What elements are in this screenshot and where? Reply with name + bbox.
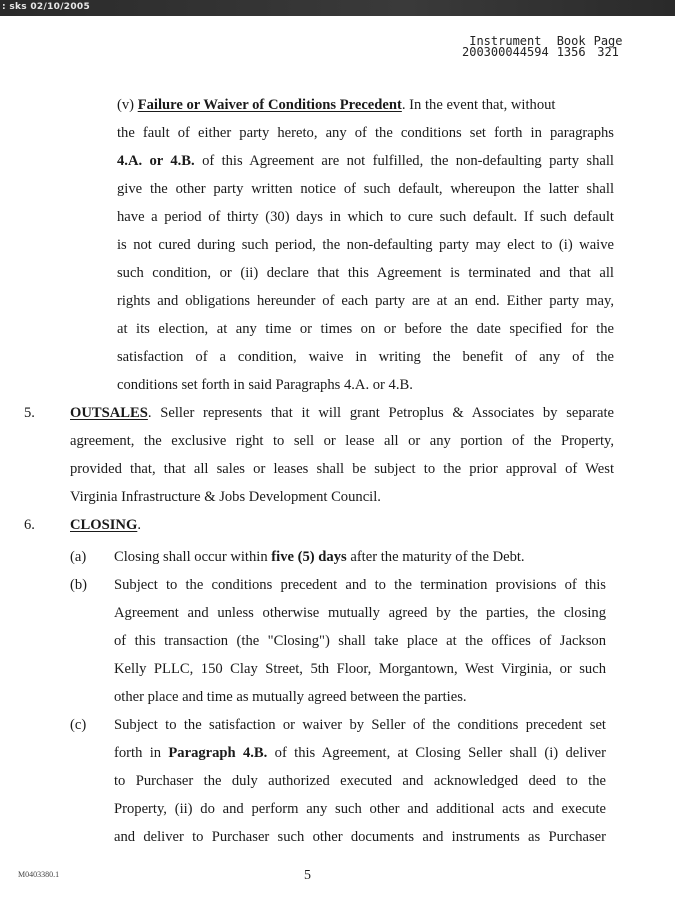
section-5-heading: OUTSALES — [70, 405, 148, 421]
stamp-instrument — [462, 36, 549, 58]
bold-ref: 4.A. or 4.B. — [117, 153, 195, 169]
text-run: . Seller represents that it will grant Petroplus & Associates by separate — [147, 405, 614, 421]
text-run: . — [137, 517, 141, 533]
stamp-value: 1356 — [556, 45, 586, 59]
clause-c-marker: (c) — [70, 717, 87, 733]
text-run: of this Agreement, at Closing Seller shall (i) deliver — [267, 745, 607, 761]
clause-b-marker: (b) — [70, 577, 88, 593]
text-run: of this Agreement are not fulfilled, the non-defaulting party shall — [202, 153, 614, 169]
bold-ref: Paragraph 4.B. — [168, 745, 268, 761]
text-run: forth in — [114, 745, 169, 761]
section-5-line-3: provided that, that all sales or leases shall be subject to the prior approval of West — [70, 461, 614, 477]
document-id: M0403380.1 — [18, 870, 60, 879]
section-v-line-8: rights and obligations hereunder of each party are at an end. Either party may, — [117, 293, 614, 309]
clause-c-line-2 — [114, 745, 606, 762]
section-v-line-10: satisfaction of a condition, waive in writing the benefit of any of the — [117, 349, 614, 365]
recording-stamp — [462, 36, 623, 58]
section-6-number: 6. — [24, 517, 35, 533]
stamp-label: Book — [556, 34, 586, 48]
section-v-line-3 — [117, 153, 614, 170]
clause-b-line-4: Kelly PLLC, 150 Clay Street, 5th Floor, Morgantown, West Virginia, or such — [114, 661, 606, 677]
section-v-marker: (v) — [117, 97, 135, 113]
fax-header-text: : sks 02/10/2005 — [2, 2, 91, 12]
section-v-line-7: such condition, or (ii) declare that this Agreement is terminated and that all — [117, 265, 614, 281]
section-5-line-4: Virginia Infrastructure & Jobs Development Council. — [70, 489, 381, 505]
text-run: after the maturity of the Debt. — [346, 549, 525, 565]
section-v-heading: Failure or Waiver of Conditions Precedent — [137, 97, 402, 113]
clause-b-line-5: other place and time as mutually agreed between the parties. — [114, 689, 467, 705]
stamp-book — [557, 36, 586, 58]
clause-c-line-4: Property, (ii) do and perform any such other and additional acts and execute — [114, 801, 606, 817]
page-number: 5 — [304, 868, 311, 883]
section-5-number: 5. — [24, 405, 35, 421]
clause-c-line-5: and deliver to Purchaser such other documents and instruments as Purchaser — [114, 829, 606, 845]
clause-c-line-3: to Purchaser the duly authorized executed and acknowledged deed to the — [114, 773, 606, 789]
section-v-line-5: have a period of thirty (30) days in which to cure such default. If such default — [117, 209, 614, 225]
section-v-line-9: at its election, at any time or times on or before the date specified for the — [117, 321, 614, 337]
stamp-label: Instrument — [469, 34, 542, 48]
stamp-value: 200300044594 — [462, 45, 549, 59]
section-v-line-4: give the other party written notice of such default, whereupon the latter shall — [117, 181, 614, 197]
section-v-line-11: conditions set forth in said Paragraphs 4.A. or 4.B. — [117, 377, 413, 393]
section-6-heading-line — [70, 517, 141, 534]
bold-term: five (5) days — [271, 549, 347, 565]
section-5-line-2: agreement, the exclusive right to sell or lease all or any portion of the Property, — [70, 433, 614, 449]
clause-c-line-1: Subject to the satisfaction or waiver by Seller of the conditions precedent set — [114, 717, 606, 733]
section-5-line-1 — [70, 405, 614, 422]
clause-b-line-2: Agreement and unless otherwise mutually agreed by the parties, the closing — [114, 605, 606, 621]
fax-header-bar — [0, 0, 675, 16]
clause-a-marker: (a) — [70, 549, 87, 565]
stamp-page — [594, 36, 623, 58]
stamp-label: Page — [593, 34, 623, 48]
section-6-heading: CLOSING — [70, 517, 138, 533]
clause-b-line-1: Subject to the conditions precedent and to the termination provisions of this — [114, 577, 606, 593]
section-v-line-1 — [117, 97, 614, 114]
stamp-value: 321 — [597, 45, 619, 59]
text-run: . In the event that, without — [401, 97, 556, 113]
clause-b-line-3: of this transaction (the "Closing") shall take place at the offices of Jackson — [114, 633, 606, 649]
section-v-line-6: is not cured during such period, the non-defaulting party may elect to (i) waive — [117, 237, 614, 253]
section-v-line-2: the fault of either party hereto, any of the conditions set forth in paragraphs — [117, 125, 614, 141]
text-run: Closing shall occur within — [114, 549, 272, 565]
clause-a-line-1 — [114, 549, 525, 566]
